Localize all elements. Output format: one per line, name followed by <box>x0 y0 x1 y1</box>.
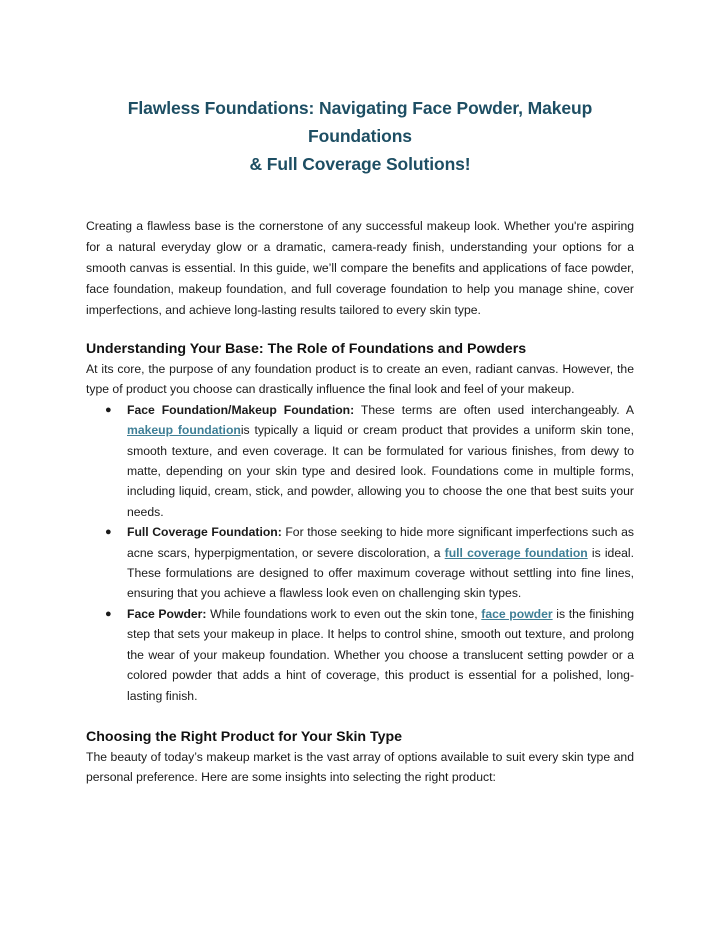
bullet-icon: ● <box>105 526 112 539</box>
list-item-face-powder <box>105 604 634 706</box>
term-label: Face Foundation/Makeup Foundation: <box>127 402 355 417</box>
item-text: For those seeking to hide more significant imperfections such as acne scars, hyperpigmentation, or severe discoloration, a <box>127 525 634 560</box>
title-line-2: & Full Coverage Solutions! <box>249 154 471 174</box>
section-paragraph-understanding: At its core, the purpose of any foundation product is to create an even, radiant canvas. However, the type of product you choose can drastically influence the final look and feel of your makeup. <box>86 362 634 397</box>
section-heading-choosing: Choosing the Right Product for Your Skin Type <box>86 728 403 745</box>
item-text: is the finishing step that sets your makeup in place. It helps to control shine, smooth out texture, and prolong the wear of your makeup foundation. Whether you choose a translucent setting powder or a colored powder that adds a hint of coverage, this product is essential for a polished, long-lasting finish. <box>127 606 634 703</box>
intro-paragraph: Creating a flawless base is the cornerstone of any successful makeup look. Whether you're aspiring for a natural everyday glow or a dramatic, camera-ready finish, understanding your options for a smooth canvas is essential. In this guide, we’ll compare the benefits and applications of face powder, face foundation, makeup foundation, and full coverage foundation to help you manage shine, cover imperfections, and achieve long-lasting results tailored to every skin type. <box>86 219 634 317</box>
term-label: Face Powder: <box>127 606 207 621</box>
face-powder-link[interactable]: face powder <box>481 606 553 621</box>
section-paragraph-choosing: The beauty of today’s makeup market is the vast array of options available to suit every skin type and personal preference. Here are some insights into selecting the right product: <box>86 749 634 785</box>
list-item-makeup-foundation <box>105 400 634 522</box>
item-text: These terms are often used interchangeably. A <box>354 402 634 417</box>
bullet-icon: ● <box>105 607 112 620</box>
item-text: is ideal. These formulations are designed to offer maximum coverage without settling into fine lines, ensuring that you achieve a flawless look even on challenging skin types. <box>127 545 634 601</box>
item-text: is typically a liquid or cream product that provides a uniform skin tone, smooth texture, and even coverage. It can be formulated for various finishes, from dewy to matte, depending on your skin type and desired look. Foundations come in multiple forms, including liquid, cream, stick, and powder, allowing you to choose the one that best suits your needs. <box>127 423 634 519</box>
foundation-types-list <box>86 400 634 706</box>
full-coverage-foundation-link[interactable]: full coverage foundation <box>444 545 588 560</box>
term-label: Full Coverage Foundation: <box>127 525 282 540</box>
list-item-full-coverage-foundation <box>105 522 634 604</box>
section-heading-understanding: Understanding Your Base: The Role of Foundations and Powders <box>86 341 527 357</box>
bullet-icon: ● <box>105 403 112 416</box>
document-title <box>86 94 634 178</box>
title-line-1: Flawless Foundations: Navigating Face Powder, Makeup Foundations <box>127 98 593 146</box>
makeup-foundation-link[interactable]: makeup foundation <box>127 423 241 438</box>
item-text: While foundations work to even out the skin tone, <box>206 606 482 621</box>
